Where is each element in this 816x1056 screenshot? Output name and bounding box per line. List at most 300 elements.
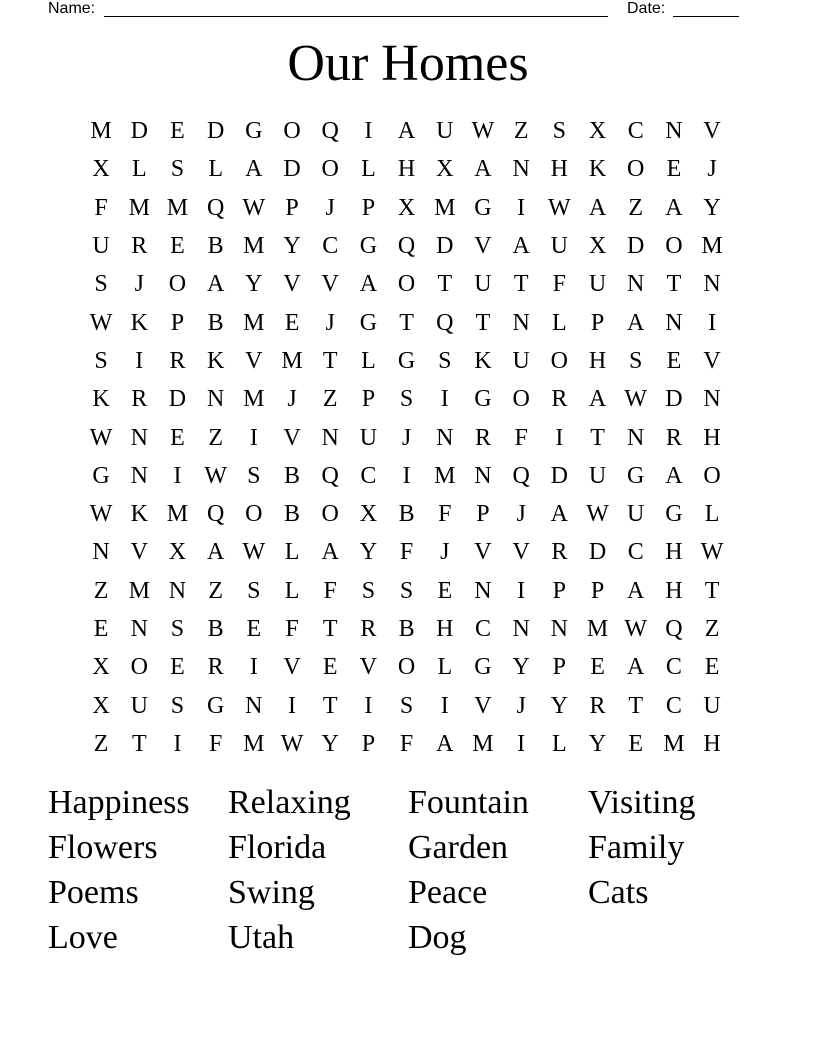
date-label: Date: [627, 0, 666, 17]
grid-cell: G [92, 462, 110, 489]
grid-cell: U [359, 424, 378, 451]
grid-cell: O [512, 386, 530, 413]
grid-cell: A [206, 271, 225, 298]
grid-cell: O [168, 271, 187, 298]
grid-cell: K [130, 309, 148, 336]
word-list-item: Visiting [588, 784, 696, 821]
grid-cell: A [627, 577, 645, 604]
grid-cell: L [437, 654, 453, 681]
page-title: Our Homes [287, 35, 529, 92]
grid-cell: N [206, 386, 225, 413]
grid-row [82, 533, 732, 571]
grid-cell: N [130, 616, 148, 642]
grid-cell: I [402, 462, 411, 489]
grid-cell: T [131, 730, 147, 757]
grid-cell: N [436, 424, 454, 451]
grid-cell: I [708, 309, 717, 336]
grid-cell: A [627, 654, 645, 681]
grid-cell: G [397, 347, 416, 374]
grid-cell: M [128, 577, 150, 604]
grid-cell: L [361, 347, 376, 374]
grid-cell: V [703, 118, 721, 145]
grid-cell: A [588, 194, 607, 221]
grid-row [82, 495, 732, 533]
grid-cell: P [361, 730, 376, 757]
grid-cell: M [243, 386, 265, 413]
grid-row [82, 572, 732, 610]
grid-cell: Y [245, 271, 263, 298]
grid-cell: J [325, 194, 335, 221]
grid-cell: J [287, 386, 297, 413]
grid-cell: V [283, 654, 301, 681]
grid-cell: P [361, 386, 376, 413]
grid-cell: Z [704, 616, 720, 642]
grid-cell: S [399, 386, 414, 413]
grid-cell: C [665, 692, 682, 719]
grid-cell: V [512, 539, 530, 566]
grid-cell: A [588, 386, 607, 413]
grid-cell: O [245, 501, 263, 528]
grid-cell: V [474, 539, 492, 566]
grid-cell: W [89, 424, 113, 451]
grid-cell: R [551, 539, 568, 566]
grid-cell: T [322, 616, 338, 642]
grid-cell: J [516, 692, 526, 719]
word-list-item: Poems [48, 874, 139, 911]
grid-cell: M [663, 730, 685, 757]
grid-cell: P [552, 654, 567, 681]
grid-cell: X [92, 654, 110, 681]
grid-cell: E [170, 118, 185, 145]
grid-cell: M [243, 730, 265, 757]
grid-cell: S [438, 347, 452, 374]
grid-cell: M [90, 118, 112, 145]
grid-cell: V [321, 271, 339, 298]
grid-cell: X [397, 194, 416, 221]
grid-cell: W [586, 501, 609, 528]
grid-cell: Q [397, 233, 416, 260]
grid-cell: C [360, 462, 377, 489]
grid-cell: U [703, 692, 721, 719]
word-list-item: Swing [228, 874, 315, 911]
grid-cell: T [322, 347, 338, 374]
grid-cell: Z [322, 386, 338, 413]
grid-cell: B [284, 462, 301, 489]
grid-cell: B [284, 501, 301, 528]
grid-cell: W [242, 194, 266, 221]
grid-row [82, 380, 732, 418]
grid-cell: O [130, 654, 148, 681]
grid-cell: I [173, 730, 182, 757]
grid-cell: W [700, 539, 724, 566]
grid-cell: P [476, 501, 490, 528]
grid-cell: F [208, 730, 223, 757]
word-list-item: Garden [408, 829, 509, 866]
grid-cell: U [588, 271, 607, 298]
name-label: Name: [48, 0, 96, 17]
grid-cell: E [170, 654, 185, 681]
grid-cell: J [401, 424, 412, 451]
grid-cell: N [130, 462, 148, 489]
grid-cell: T [322, 692, 338, 719]
word-list-item: Dog [408, 919, 467, 956]
header [0, 0, 816, 20]
grid-cell: N [474, 577, 492, 604]
grid-cell: N [703, 271, 721, 298]
grid-row [82, 189, 732, 227]
grid-cell: M [472, 730, 494, 757]
grid-cell: P [285, 194, 299, 221]
grid-cell: P [552, 577, 567, 604]
grid-cell: F [514, 424, 528, 451]
grid-cell: E [322, 654, 338, 681]
grid-cell: U [474, 271, 492, 298]
grid-cell: T [628, 692, 644, 719]
grid-cell: E [704, 654, 720, 681]
grid-cell: B [398, 501, 415, 528]
word-list-item: Flowers [48, 829, 158, 866]
grid-cell: V [130, 539, 148, 566]
grid-cell: U [512, 347, 530, 374]
grid-cell: M [166, 501, 189, 528]
grid-cell: L [704, 501, 720, 528]
word-list-item: Utah [228, 919, 295, 956]
grid-cell: C [322, 233, 339, 260]
grid-cell: T [590, 424, 605, 451]
grid-cell: Z [93, 730, 109, 757]
grid-cell: O [321, 501, 339, 528]
grid-cell: D [550, 462, 569, 489]
grid-cell: M [434, 194, 456, 221]
grid-cell: X [92, 692, 110, 719]
grid-cell: Y [283, 233, 301, 260]
grid-cell: A [359, 271, 378, 298]
grid-cell: N [512, 616, 530, 642]
grid-cell: Y [321, 730, 339, 757]
grid-cell: Q [321, 118, 339, 145]
grid-cell: P [590, 577, 605, 604]
grid-cell: L [208, 156, 223, 183]
grid-row [82, 648, 732, 686]
grid-cell: H [588, 347, 607, 374]
grid-cell: P [170, 309, 185, 336]
grid-cell: S [247, 577, 261, 604]
grid-cell: A [550, 501, 569, 528]
grid-cell: R [474, 424, 491, 451]
word-search-grid [82, 112, 732, 763]
grid-row [82, 150, 732, 188]
grid-cell: F [399, 730, 414, 757]
grid-cell: X [359, 501, 378, 528]
grid-cell: S [94, 271, 108, 298]
grid-cell: Z [93, 577, 109, 604]
grid-cell: N [130, 424, 148, 451]
grid-cell: M [243, 309, 265, 336]
grid-cell: F [94, 194, 108, 221]
grid-cell: W [624, 386, 648, 413]
grid-cell: W [89, 501, 113, 528]
grid-cell: B [398, 616, 415, 642]
word-list-item: Family [588, 829, 685, 866]
grid-cell: E [628, 730, 644, 757]
grid-cell: S [399, 692, 414, 719]
name-blank-line[interactable] [104, 16, 608, 17]
grid-cell: N [703, 386, 721, 413]
grid-cell: L [284, 539, 300, 566]
grid-row [82, 112, 732, 150]
grid-cell: C [627, 118, 644, 145]
grid-cell: H [436, 616, 454, 642]
grid-cell: I [364, 692, 373, 719]
grid-cell: E [170, 233, 185, 260]
grid-cell: A [245, 156, 263, 183]
date-blank-line[interactable] [673, 16, 739, 17]
grid-row [82, 265, 732, 303]
grid-cell: R [207, 654, 224, 681]
grid-cell: H [550, 156, 569, 183]
grid-cell: M [243, 233, 265, 260]
grid-cell: I [288, 692, 297, 719]
grid-cell: R [665, 424, 682, 451]
grid-cell: V [474, 233, 492, 260]
grid-cell: S [247, 462, 261, 489]
grid-cell: F [285, 616, 299, 642]
grid-cell: E [666, 156, 682, 183]
grid-cell: K [130, 501, 148, 528]
word-list-item: Fountain [408, 784, 529, 821]
grid-cell: W [471, 118, 495, 145]
grid-row [82, 303, 732, 341]
word-list-item: Relaxing [228, 784, 351, 821]
grid-cell: M [586, 616, 609, 642]
grid-cell: E [93, 616, 109, 642]
grid-cell: X [588, 233, 607, 260]
grid-cell: X [588, 118, 607, 145]
grid-cell: Y [512, 654, 530, 681]
grid-cell: R [589, 692, 606, 719]
grid-cell: L [361, 156, 376, 183]
grid-row [82, 342, 732, 380]
grid-cell: R [360, 616, 377, 642]
grid-cell: D [665, 386, 683, 413]
grid-cell: R [131, 386, 148, 413]
grid-cell: M [281, 347, 303, 374]
grid-cell: Q [206, 194, 225, 221]
grid-cell: Q [436, 309, 454, 336]
grid-cell: N [627, 424, 645, 451]
grid-cell: X [436, 156, 454, 183]
grid-cell: E [437, 577, 453, 604]
grid-cell: I [440, 692, 449, 719]
grid-cell: A [627, 309, 645, 336]
grid-cell: N [665, 118, 683, 145]
grid-cell: D [206, 118, 225, 145]
grid-cell: A [321, 539, 339, 566]
grid-cell: Z [628, 194, 644, 221]
grid-cell: T [704, 577, 720, 604]
grid-cell: B [207, 309, 224, 336]
grid-row [82, 725, 732, 763]
grid-cell: Q [665, 616, 683, 642]
grid-cell: U [130, 692, 148, 719]
grid-cell: R [131, 233, 148, 260]
grid-cell: D [627, 233, 645, 260]
grid-cell: E [590, 654, 605, 681]
word-list-item: Florida [228, 829, 327, 866]
grid-cell: I [135, 347, 144, 374]
grid-cell: J [440, 539, 450, 566]
grid-cell: G [474, 654, 492, 681]
grid-cell: N [245, 692, 263, 719]
grid-cell: Z [208, 424, 223, 451]
grid-cell: W [280, 730, 304, 757]
grid-cell: I [173, 462, 182, 489]
grid-cell: X [92, 156, 110, 183]
grid-cell: X [168, 539, 187, 566]
grid-cell: Y [359, 539, 378, 566]
grid-cell: L [131, 156, 147, 183]
grid-cell: N [512, 156, 530, 183]
grid-cell: K [206, 347, 225, 374]
word-list [48, 780, 768, 960]
grid-cell: D [436, 233, 454, 260]
grid-cell: W [548, 194, 571, 221]
grid-cell: A [397, 118, 416, 145]
grid-cell: N [512, 309, 530, 336]
grid-cell: A [665, 462, 683, 489]
grid-cell: T [666, 271, 682, 298]
grid-cell: U [92, 233, 110, 260]
grid-cell: W [89, 309, 113, 336]
grid-cell: B [207, 233, 224, 260]
grid-cell: G [627, 462, 645, 489]
grid-cell: V [283, 271, 301, 298]
grid-cell: M [166, 194, 189, 221]
grid-cell: A [665, 194, 683, 221]
grid-cell: M [701, 233, 723, 260]
grid-cell: N [168, 577, 187, 604]
grid-cell: H [397, 156, 416, 183]
grid-cell: B [207, 616, 224, 642]
grid-cell: G [359, 309, 378, 336]
grid-cell: E [246, 616, 262, 642]
grid-cell: I [517, 194, 526, 221]
grid-cell: Y [703, 194, 721, 221]
grid-cell: L [552, 730, 567, 757]
grid-cell: S [170, 692, 185, 719]
grid-cell: V [359, 654, 378, 681]
grid-cell: H [665, 577, 683, 604]
grid-cell: D [168, 386, 187, 413]
word-list-item: Happiness [48, 784, 190, 821]
grid-cell: I [249, 654, 258, 681]
grid-cell: P [361, 194, 376, 221]
grid-cell: Q [512, 462, 530, 489]
grid-cell: Z [208, 577, 223, 604]
grid-cell: U [550, 233, 569, 260]
grid-cell: R [169, 347, 186, 374]
grid-cell: O [397, 654, 416, 681]
grid-cell: N [550, 616, 569, 642]
grid-cell: G [206, 692, 225, 719]
grid-cell: T [513, 271, 529, 298]
grid-cell: G [359, 233, 378, 260]
grid-cell: E [170, 424, 185, 451]
grid-cell: O [397, 271, 416, 298]
grid-cell: J [325, 309, 335, 336]
grid-cell: Q [321, 462, 339, 489]
grid-cell: D [283, 156, 301, 183]
grid-row [82, 457, 732, 495]
grid-cell: F [323, 577, 337, 604]
grid-cell: N [665, 309, 683, 336]
grid-cell: I [517, 730, 526, 757]
grid-row [82, 686, 732, 724]
grid-cell: H [665, 539, 683, 566]
grid-cell: S [94, 347, 108, 374]
grid-row [82, 418, 732, 456]
grid-cell: C [627, 539, 644, 566]
grid-cell: U [436, 118, 454, 145]
grid-row [82, 227, 732, 265]
grid-cell: D [588, 539, 607, 566]
grid-cell: I [440, 386, 449, 413]
grid-cell: L [552, 309, 567, 336]
grid-cell: Y [550, 692, 569, 719]
grid-cell: Q [206, 501, 225, 528]
grid-cell: V [245, 347, 263, 374]
grid-cell: S [170, 616, 185, 642]
grid-cell: I [555, 424, 564, 451]
grid-cell: R [551, 386, 568, 413]
grid-cell: C [474, 616, 491, 642]
grid-cell: M [434, 462, 456, 489]
grid-cell: A [512, 233, 530, 260]
grid-cell: O [703, 462, 721, 489]
grid-cell: A [436, 730, 454, 757]
grid-cell: S [629, 347, 643, 374]
grid-cell: O [550, 347, 569, 374]
grid-cell: U [627, 501, 645, 528]
grid-cell: N [627, 271, 645, 298]
grid-cell: J [134, 271, 144, 298]
grid-cell: S [552, 118, 567, 145]
word-list-item: Love [48, 919, 118, 956]
grid-cell: U [588, 462, 607, 489]
grid-cell: T [399, 309, 414, 336]
grid-cell: L [284, 577, 300, 604]
grid-cell: M [128, 194, 150, 221]
grid-cell: W [624, 616, 648, 642]
grid-cell: I [249, 424, 258, 451]
grid-cell: A [206, 539, 225, 566]
grid-cell: H [703, 730, 721, 757]
grid-cell: I [364, 118, 373, 145]
word-list-item: Cats [588, 874, 649, 911]
grid-cell: K [588, 156, 607, 183]
grid-cell: K [474, 347, 492, 374]
grid-cell: F [552, 271, 567, 298]
grid-cell: A [474, 156, 492, 183]
grid-row [82, 610, 732, 648]
grid-cell: G [474, 386, 492, 413]
word-list-item: Peace [408, 874, 488, 911]
grid-cell: S [399, 577, 414, 604]
grid-cell: J [707, 156, 717, 183]
grid-cell: E [284, 309, 300, 336]
grid-cell: I [517, 577, 526, 604]
grid-cell: T [437, 271, 453, 298]
